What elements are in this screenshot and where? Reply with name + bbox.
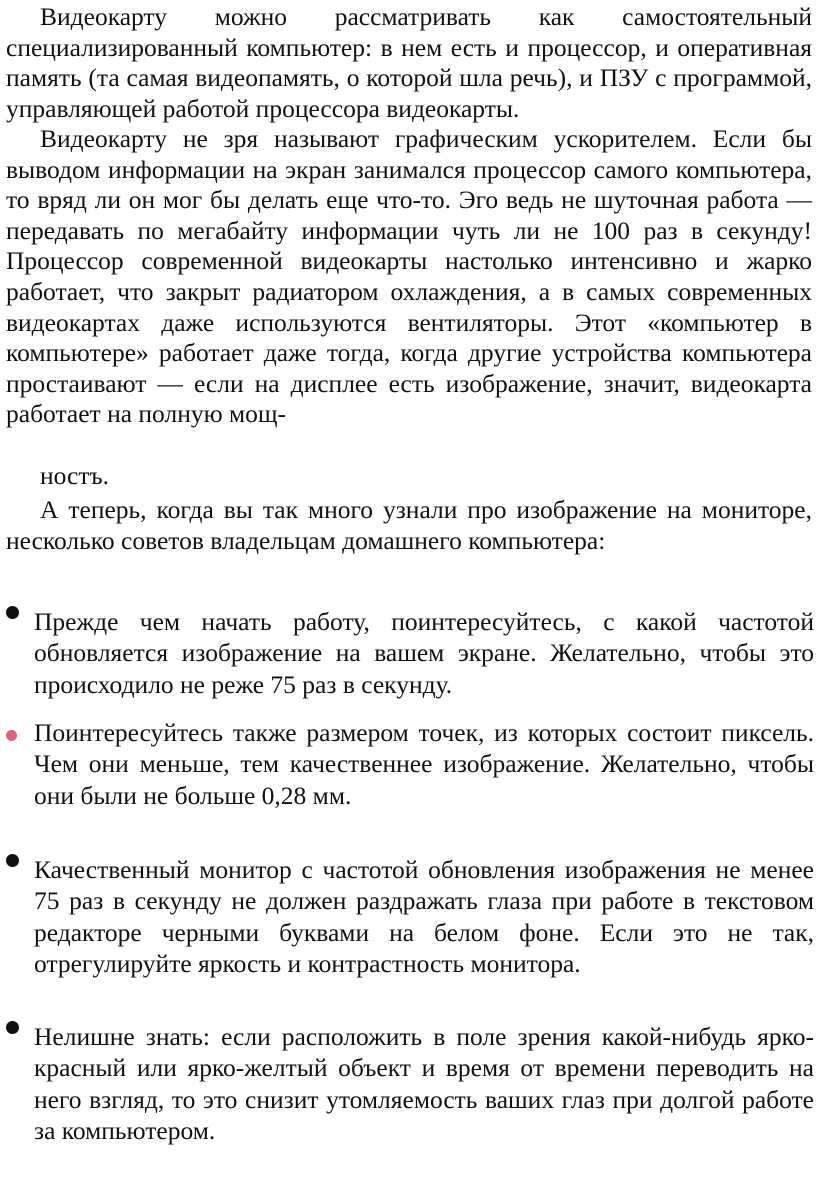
paragraph-videocard-computer: Видеокарту можно рассматривать как самостоятельный специализированный компьютер: в нем есть и процессор, и оперативная память (та самая видеопамять, о которой шла речь), и ПЗУ с программой, управляющей работой процессора видеокарты. bbox=[6, 2, 812, 123]
bullet-icon bbox=[6, 730, 17, 741]
tip-text: Качественный монитор с частотой обновления изображения не менее 75 раз в секунду не должен раздражать глаза при работе в текстовом редакторе черными буквами на белом фоне. Если это не так, отрегулируйте яркость и контрастность монитора. bbox=[34, 855, 814, 978]
bullet-icon bbox=[6, 606, 19, 619]
tip-text: Прежде чем начать работу, поинтересуйтесь, с какой частотой обновляется изображение на вашем экране. Желательно, чтобы это происходило не реже 75 раз в секунду. bbox=[34, 607, 814, 699]
paragraph-continuation: ностъ. bbox=[40, 461, 110, 490]
tip-text: Поинтересуйтесь также размером точек, из которых состоит пиксель. Чем они меньше, тем качественнее изображение. Желательно, чтобы они были не больше 0,28 мм. bbox=[34, 718, 814, 810]
bullet-icon bbox=[6, 854, 19, 867]
paragraph-advice-intro: А теперь, когда вы так много узнали про изображение на мониторе, несколько советов владельцам домашнего компьютера: bbox=[6, 495, 812, 555]
paragraph-graphics-accelerator: Видеокарту не зря называют графическим ускорителем. Если бы выводом информации на экран занимался процессор самого компьютера, то вряд ли он мог бы делать еще что-то. Эго ведь не шуточная работа — передавать по мегабайту информации чуть ли не 100 раз в секунду! Процессор современной видеокарты настолько интенсивно и жарко работает, что закрыт радиатором охлаждения, а в самых современных видеокартах даже используются вентиляторы. Этот «компьютер в компьютере» работает даже тогда, когда другие устройства компьютера простаивают — если на дисплее есть изображение, значит, видеокарта работает на полную мощ- bbox=[6, 124, 812, 429]
tip-text: Нелишне знать: если расположить в поле зрения какой-нибудь ярко-красный или ярко-желтый объект и время от времени переводить на него взгляд, то это снизит утомляемость ваших глаз при долгой работе за компьютером. bbox=[34, 1022, 814, 1145]
bullet-icon bbox=[6, 1021, 19, 1034]
